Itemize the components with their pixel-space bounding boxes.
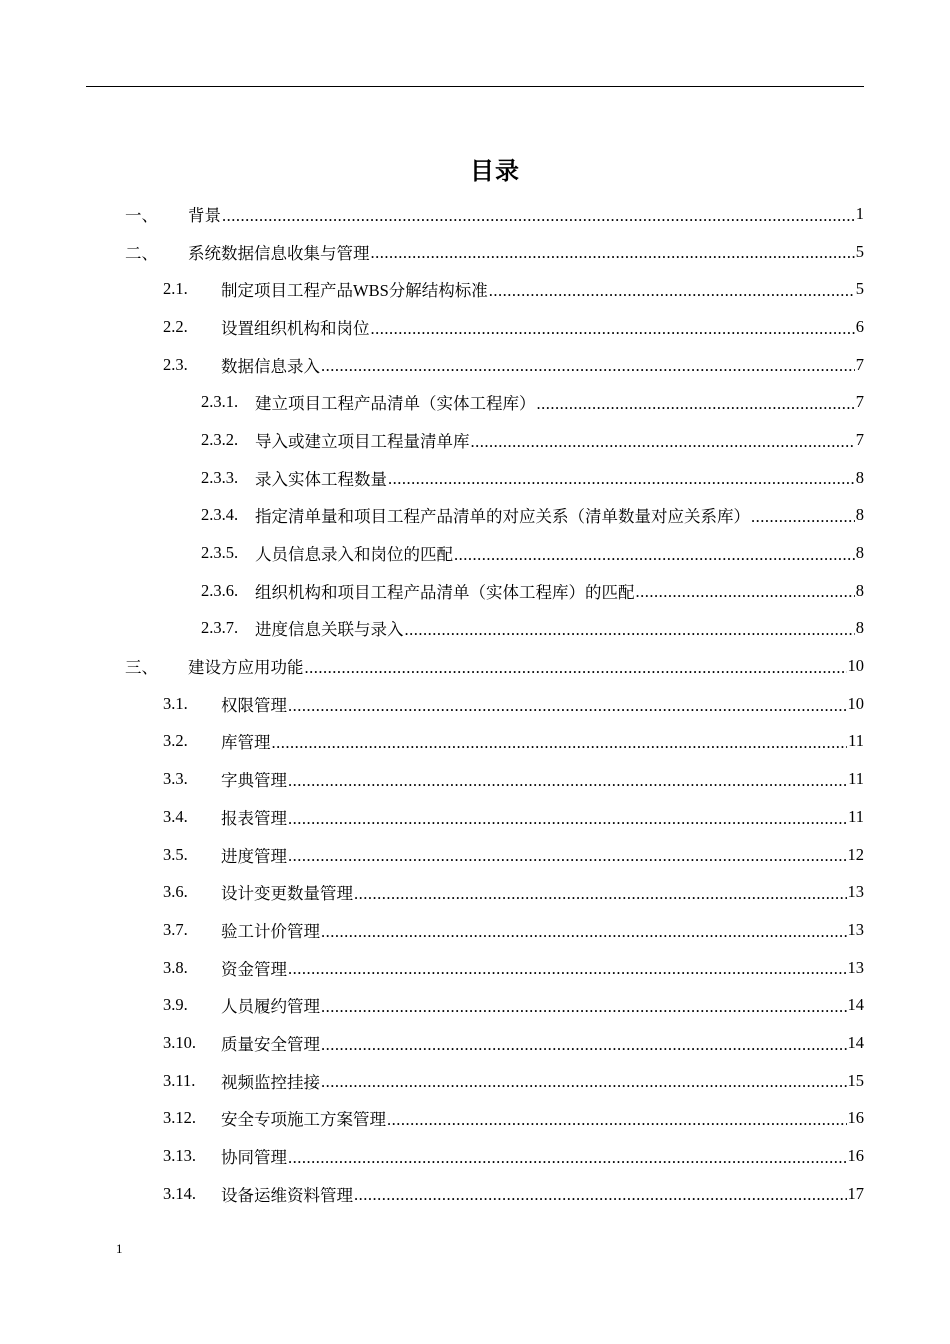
toc-entry-number: 2.3.1. bbox=[201, 392, 239, 412]
toc-entry-label: 进度管理 bbox=[221, 846, 287, 866]
toc-entry[interactable] bbox=[0, 572, 950, 610]
toc-entry[interactable] bbox=[0, 497, 950, 535]
toc-dot-leader bbox=[288, 698, 847, 715]
toc-entry-number: 一、 bbox=[125, 205, 158, 225]
toc-entry-page: 10 bbox=[847, 693, 864, 713]
toc-dot-leader bbox=[371, 321, 855, 338]
toc-entry-label: 录入实体工程数量 bbox=[255, 469, 387, 489]
toc-entry-label: 制定项目工程产品WBS分解结构标准 bbox=[221, 281, 488, 301]
toc-entry-number: 2.3. bbox=[163, 354, 188, 374]
toc-entry-label: 人员履约管理 bbox=[221, 997, 320, 1017]
toc-entry-page: 11 bbox=[848, 769, 864, 789]
toc-entry-page: 7 bbox=[855, 354, 864, 374]
toc-entry-label: 设备运维资料管理 bbox=[221, 1185, 353, 1205]
toc-entry[interactable] bbox=[0, 760, 950, 798]
toc-entry-page: 5 bbox=[855, 279, 864, 299]
toc-entry[interactable] bbox=[0, 798, 950, 836]
toc-entry-page: 11 bbox=[848, 731, 864, 751]
toc-entry-number: 2.3.7. bbox=[201, 618, 239, 638]
toc-entry[interactable] bbox=[0, 836, 950, 874]
toc-entry-number: 3.2. bbox=[163, 731, 188, 751]
toc-entry-label: 背景 bbox=[188, 205, 221, 225]
toc-entry-label: 设计变更数量管理 bbox=[221, 884, 353, 904]
toc-dot-leader bbox=[371, 245, 855, 262]
toc-entry-label: 导入或建立项目工程量清单库 bbox=[255, 431, 470, 451]
toc-entry-number: 3.7. bbox=[163, 919, 188, 939]
toc-entry[interactable] bbox=[0, 1137, 950, 1175]
toc-entry-number: 3.10. bbox=[163, 1032, 196, 1052]
toc-entry-label: 视频监控挂接 bbox=[221, 1072, 320, 1092]
toc-dot-leader bbox=[354, 1187, 847, 1204]
toc-entry-label: 库管理 bbox=[221, 733, 271, 753]
toc-entry-number: 3.6. bbox=[163, 882, 188, 902]
toc-entry-page: 13 bbox=[847, 957, 864, 977]
toc-entry[interactable] bbox=[0, 1024, 950, 1062]
toc-entry-label: 组织机构和项目工程产品清单（实体工程库）的匹配 bbox=[255, 582, 635, 602]
toc-entry-number: 3.11. bbox=[163, 1070, 196, 1090]
toc-entry[interactable] bbox=[0, 1100, 950, 1138]
toc-entry[interactable] bbox=[0, 911, 950, 949]
toc-entry-label: 资金管理 bbox=[221, 959, 287, 979]
toc-entry-number: 2.3.4. bbox=[201, 505, 239, 525]
toc-entry-page: 14 bbox=[847, 995, 864, 1015]
toc-entry-page: 5 bbox=[855, 241, 864, 261]
toc-dot-leader bbox=[305, 660, 847, 677]
toc-dot-leader bbox=[288, 1150, 847, 1167]
toc-entry-page: 7 bbox=[855, 429, 864, 449]
toc-dot-leader bbox=[537, 396, 855, 413]
toc-entry[interactable] bbox=[0, 383, 950, 421]
toc-dot-leader bbox=[288, 961, 847, 978]
toc-dot-leader bbox=[454, 547, 855, 564]
toc-entry[interactable] bbox=[0, 534, 950, 572]
toc-entry-number: 2.3.5. bbox=[201, 543, 239, 563]
footer-page-number: 1 bbox=[116, 1241, 123, 1256]
toc-entry-label: 指定清单量和项目工程产品清单的对应关系（清单数量对应关系库） bbox=[255, 507, 750, 527]
toc-entry-page: 12 bbox=[847, 844, 864, 864]
toc-entry[interactable] bbox=[0, 647, 950, 685]
toc-entry-number: 三、 bbox=[125, 658, 158, 678]
toc-dot-leader bbox=[321, 1037, 847, 1054]
toc-entry[interactable] bbox=[0, 346, 950, 384]
toc-dot-leader bbox=[288, 773, 847, 790]
toc-entry-number: 3.13. bbox=[163, 1146, 196, 1166]
toc-entry-page: 15 bbox=[847, 1070, 864, 1090]
toc-entry-number: 3.12. bbox=[163, 1108, 196, 1128]
toc-entry-label: 质量安全管理 bbox=[221, 1034, 320, 1054]
toc-entry-label: 数据信息录入 bbox=[221, 356, 320, 376]
toc-entry-number: 3.8. bbox=[163, 957, 188, 977]
toc-dot-leader bbox=[321, 999, 847, 1016]
toc-entry-label: 权限管理 bbox=[221, 695, 287, 715]
header-rule bbox=[86, 86, 864, 87]
toc-entry-label: 报表管理 bbox=[221, 808, 287, 828]
toc-entry[interactable] bbox=[0, 1175, 950, 1213]
toc-entry[interactable] bbox=[0, 308, 950, 346]
toc-entry-page: 8 bbox=[855, 505, 864, 525]
toc-entry-page: 6 bbox=[855, 316, 864, 336]
toc-entry-page: 13 bbox=[847, 882, 864, 902]
toc-entry-number: 3.4. bbox=[163, 806, 188, 826]
toc-entry-label: 协同管理 bbox=[221, 1148, 287, 1168]
toc-entry-page: 17 bbox=[847, 1183, 864, 1203]
toc-entry[interactable] bbox=[0, 986, 950, 1024]
toc-entry-label: 验工计价管理 bbox=[221, 921, 320, 941]
toc-entry-page: 13 bbox=[847, 919, 864, 939]
toc-entry[interactable] bbox=[0, 610, 950, 648]
toc-entry-number: 3.5. bbox=[163, 844, 188, 864]
toc-entry[interactable] bbox=[0, 459, 950, 497]
toc-dot-leader bbox=[321, 924, 847, 941]
toc-entry-page: 11 bbox=[848, 806, 864, 826]
toc-entry-label: 进度信息关联与录入 bbox=[255, 620, 404, 640]
toc-dot-leader bbox=[471, 434, 855, 451]
toc-entry[interactable] bbox=[0, 1062, 950, 1100]
toc-dot-leader bbox=[288, 848, 847, 865]
toc-entry[interactable] bbox=[0, 195, 950, 233]
table-of-contents bbox=[0, 195, 950, 1213]
toc-entry-page: 1 bbox=[855, 203, 864, 223]
toc-entry-page: 8 bbox=[855, 618, 864, 638]
toc-entry-page: 10 bbox=[847, 656, 864, 676]
toc-entry-number: 3.14. bbox=[163, 1183, 196, 1203]
toc-entry[interactable] bbox=[0, 949, 950, 987]
toc-entry-page: 8 bbox=[855, 543, 864, 563]
toc-entry-label: 安全专项施工方案管理 bbox=[221, 1110, 386, 1130]
toc-entry-number: 2.3.6. bbox=[201, 580, 239, 600]
toc-dot-leader bbox=[388, 471, 855, 488]
toc-entry[interactable] bbox=[0, 685, 950, 723]
toc-entry-number: 2.3.2. bbox=[201, 429, 239, 449]
toc-entry[interactable] bbox=[0, 233, 950, 271]
toc-entry-number: 3.1. bbox=[163, 693, 188, 713]
toc-dot-leader bbox=[405, 622, 855, 639]
toc-dot-leader bbox=[272, 735, 848, 752]
toc-entry-label: 人员信息录入和岗位的匹配 bbox=[255, 545, 453, 565]
toc-entry-page: 14 bbox=[847, 1032, 864, 1052]
toc-entry[interactable] bbox=[0, 270, 950, 308]
toc-title: 目录 bbox=[470, 159, 520, 185]
toc-entry[interactable] bbox=[0, 873, 950, 911]
toc-dot-leader bbox=[751, 509, 855, 526]
toc-entry-number: 二、 bbox=[125, 243, 158, 263]
toc-dot-leader bbox=[489, 283, 855, 300]
toc-entry-label: 系统数据信息收集与管理 bbox=[188, 243, 370, 263]
toc-dot-leader bbox=[321, 1074, 847, 1091]
toc-dot-leader bbox=[636, 584, 855, 601]
toc-entry-page: 16 bbox=[847, 1146, 864, 1166]
toc-entry-number: 2.2. bbox=[163, 316, 188, 336]
toc-dot-leader bbox=[222, 208, 855, 225]
toc-entry-page: 16 bbox=[847, 1108, 864, 1128]
toc-entry-number: 2.1. bbox=[163, 279, 188, 299]
toc-entry-page: 8 bbox=[855, 580, 864, 600]
toc-entry-number: 2.3.3. bbox=[201, 467, 239, 487]
toc-entry-label: 设置组织机构和岗位 bbox=[221, 318, 370, 338]
toc-entry[interactable] bbox=[0, 421, 950, 459]
toc-entry-label: 字典管理 bbox=[221, 771, 287, 791]
toc-dot-leader bbox=[387, 1112, 847, 1129]
toc-dot-leader bbox=[321, 358, 855, 375]
toc-entry-label: 建立项目工程产品清单（实体工程库） bbox=[255, 394, 536, 414]
toc-entry-page: 7 bbox=[855, 392, 864, 412]
toc-entry-page: 8 bbox=[855, 467, 864, 487]
toc-dot-leader bbox=[288, 811, 847, 828]
toc-entry-label: 建设方应用功能 bbox=[188, 658, 304, 678]
toc-entry[interactable] bbox=[0, 723, 950, 761]
toc-entry-number: 3.3. bbox=[163, 769, 188, 789]
toc-entry-number: 3.9. bbox=[163, 995, 188, 1015]
toc-dot-leader bbox=[354, 886, 847, 903]
